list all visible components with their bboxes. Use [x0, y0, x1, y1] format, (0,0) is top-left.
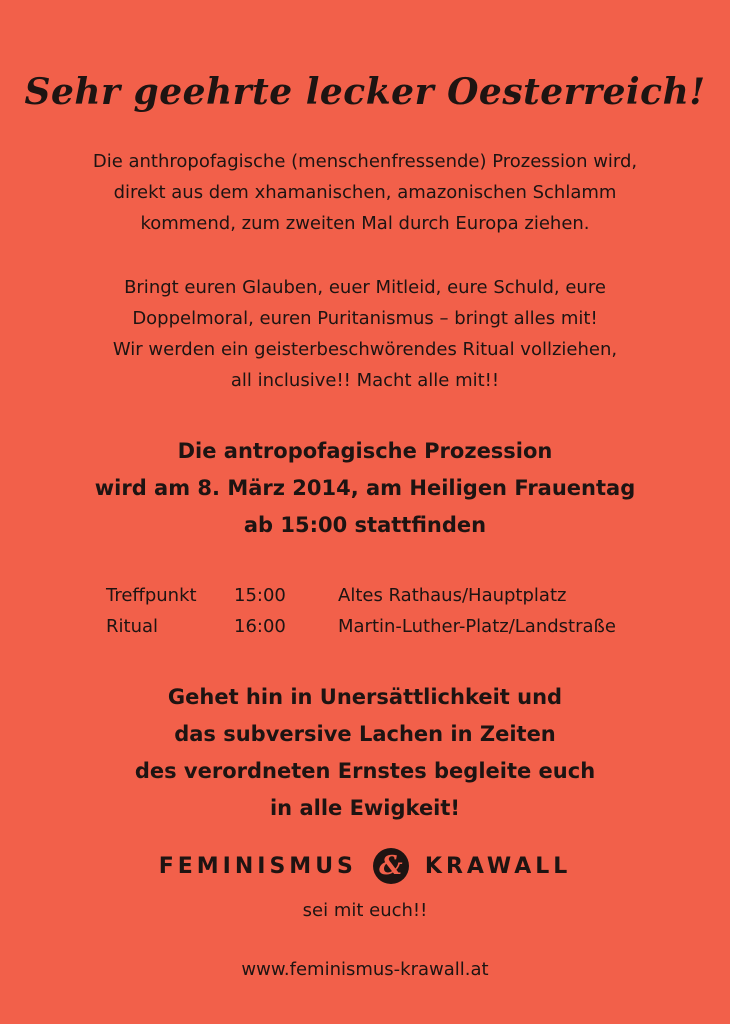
website-link[interactable]: www.feminismus-krawall.at: [241, 959, 489, 980]
schedule-label: Ritual: [106, 616, 159, 637]
invitation-line: Wir werden ein geisterbeschwörendes Ritual vollziehen,: [112, 339, 618, 360]
logo-word-left: FEMINISMUS: [158, 853, 357, 879]
announcement-line: Die antropofagische Prozession: [177, 439, 553, 463]
announcement-line: wird am 8. März 2014, am Heiligen Frauentag: [94, 476, 636, 500]
schedule-table: [106, 580, 616, 642]
invitation-line: all inclusive!! Macht alle mit!!: [230, 370, 500, 391]
invitation-paragraph: [0, 272, 730, 396]
schedule-place: Altes Rathaus/Hauptplatz: [338, 585, 567, 606]
logo-word-right: KRAWALL: [424, 853, 572, 879]
schedule-time: 16:00: [234, 616, 286, 637]
blessing-line: des verordneten Ernstes begleite euch: [134, 759, 596, 783]
schedule-row-meeting-point: [106, 580, 616, 611]
blessing: [0, 679, 730, 827]
schedule-time: 15:00: [234, 585, 286, 606]
intro-line: kommend, zum zweiten Mal durch Europa ziehen.: [140, 213, 590, 234]
tagline: sei mit euch!!: [302, 900, 428, 921]
announcement-line: ab 15:00 stattfinden: [243, 513, 487, 537]
invitation-line: Bringt euren Glauben, euer Mitleid, eure Schuld, eure: [124, 277, 606, 298]
blessing-line: das subversive Lachen in Zeiten: [174, 722, 556, 746]
blessing-line: Gehet hin in Unersättlichkeit und: [167, 685, 563, 709]
blessing-line: in alle Ewigkeit!: [269, 796, 460, 820]
invitation-line: Doppelmoral, euren Puritanismus – bringt alles mit!: [132, 308, 598, 329]
ampersand-icon: &: [373, 848, 409, 884]
intro-line: direkt aus dem xhamanischen, amazonischen Schlamm: [113, 182, 617, 203]
announcement: [0, 433, 730, 544]
intro-line: Die anthropofagische (menschenfressende) Prozession wird,: [92, 151, 638, 172]
schedule-place: Martin-Luther-Platz/Landstraße: [338, 616, 616, 637]
headline: Sehr geehrte lecker Oesterreich!: [24, 71, 706, 113]
intro-paragraph: [0, 146, 730, 239]
feminismus-krawall-logo: [0, 846, 730, 886]
schedule-label: Treffpunkt: [106, 585, 197, 606]
schedule-row-ritual: [106, 611, 616, 642]
